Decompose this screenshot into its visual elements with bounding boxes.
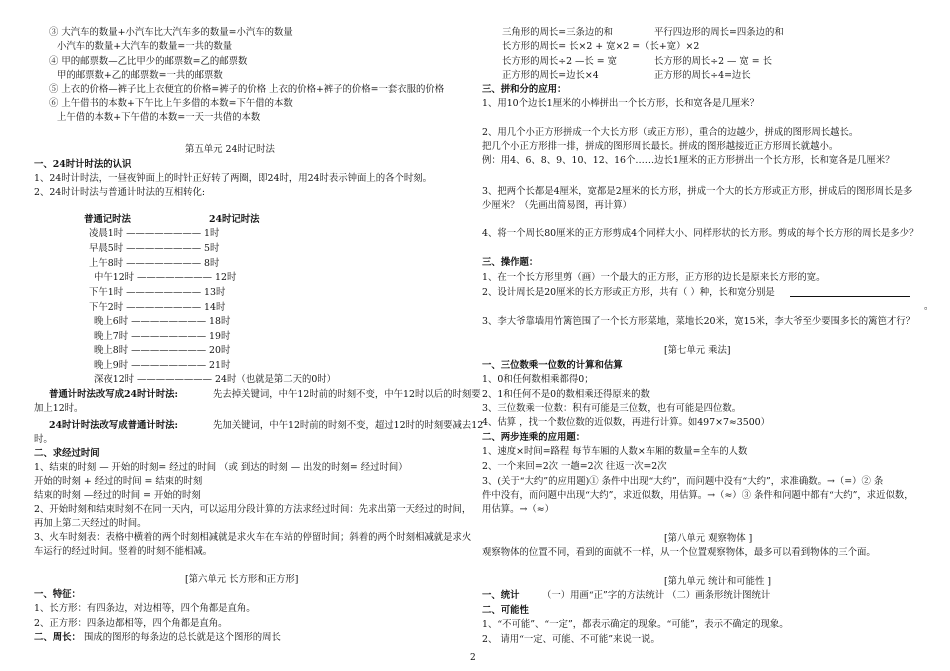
- unit-title: [第七单元 乘法]: [664, 345, 731, 356]
- text-line: 再加上第二天经过的时间。: [34, 518, 147, 529]
- answer-blank: [790, 296, 910, 297]
- conversion-row: 上午8时 ———————— 8时: [89, 258, 220, 269]
- text-line: 例：用4、6、8、9、10、12、16个……边长1厘米的正方形拼出一个长方形，长和宽各是几厘米？: [482, 155, 895, 166]
- section-heading: 一、特征：: [34, 589, 81, 600]
- section-heading: 一、24时计时法的认识: [34, 159, 132, 170]
- section-heading: 一、统计: [482, 590, 520, 601]
- unit-title: 第五单元 24时记时法: [185, 144, 275, 155]
- page-number: 2: [470, 653, 476, 663]
- text-line: 1、24时计时法，一昼夜钟面上的时针正好转了两圈，即24时，用24时表示钟面上的各个时刻。: [34, 173, 433, 184]
- text-line: 甲的邮票数+乙的邮票数=一共的邮票数: [57, 70, 223, 81]
- text-line: 1、“不可能”、“一定”，都表示确定的现象。“可能”，表示不确定的现象。: [482, 619, 789, 630]
- text-line: 。: [924, 301, 934, 312]
- text-line: 小汽车的数量+大汽车的数量=一共的数量: [57, 41, 233, 52]
- text-line: ⑤ 上衣的价格—裤子比上衣便宜的价格=裤子的价格 上衣的价格+裤子的价格=一套衣服的价格: [49, 84, 445, 95]
- text-line: 3、三位数乘一位数：积有可能是三位数，也有可能是四位数。: [482, 403, 742, 414]
- rule-label: 普通计时法改写成24时计时法:: [49, 389, 179, 400]
- text-line: 把几个小正方形排一排，拼成的图形周长最长。拼成的图形越接近正方形周长就越小。: [482, 141, 839, 152]
- text-line: 3、李大爷靠墙用竹篱笆围了一个长方形菜地，菜地长20米，宽15米，李大爷至少要围多长的篱笆才行？: [482, 316, 915, 327]
- text-line: 观察物体的位置不同，看到的面就不一样，从一个位置观察物体，最多可以看到物体的三个面。: [482, 547, 876, 558]
- text-line: 正方形的周长=边长×4: [502, 70, 599, 81]
- conversion-row: 中午12时 ———————— 12时: [94, 272, 237, 283]
- text-line: 先加关键词，中午12时前的时刻不变，超过12时的时刻要减去12: [213, 420, 484, 431]
- unit-title: [第六单元 长方形和正方形]: [185, 574, 299, 585]
- text-line: 1、速度×时间=路程 每节车厢的人数×车厢的数量=全车的人数: [482, 446, 748, 457]
- text-line: 2、用几个小正方形拼成一个大长方形（或正方形），重合的边越少，拼成的图形周长越长。: [482, 127, 859, 138]
- text-line: 时。: [34, 434, 53, 445]
- text-line: 上午借的本数+下午借的本数=一天一共借的本数: [57, 112, 261, 123]
- text-line: 围成的图形的每条边的总长就是这个图形的周长: [84, 632, 281, 643]
- table-header: 24时记时法: [209, 214, 260, 225]
- section-heading: 三、操作题：: [482, 257, 539, 268]
- text-line: 开始的时刻 + 经过的时间 = 结束的时刻: [34, 476, 203, 487]
- text-line: 长方形的周长÷2 —长 = 宽: [502, 56, 617, 67]
- text-line: ④ 甲的邮票数—乙比甲少的邮票数=乙的邮票数: [49, 56, 248, 67]
- text-line: 3、把两个长都是4厘米，宽都是2厘米的长方形，拼成一个大的长方形或正方形，拼成后的图形周长是多: [482, 186, 913, 197]
- section-heading: 一、三位数乘一位数的计算和估算: [482, 360, 623, 371]
- text-line: 件中没有，而问题中出现“大约”，求近似数，用估算。→（≈）③ 条件和问题中都有“大约”，求近似数，: [482, 490, 914, 501]
- text-line: 2、设计周长是20厘米的长方形或正方形，共有（ ）种，长和宽分别是: [482, 287, 775, 298]
- conversion-row: 深夜12时 ———————— 24时（也就是第二天的0时）: [94, 374, 337, 385]
- text-line: 2、一个来回=2次 一趟=2次 往返一次=2次: [482, 461, 667, 472]
- text-line: 3、(关于“大约”的应用题)① 条件中出现“大约”，而问题中没有“大约”，求准确数。→（=）② 条: [482, 476, 884, 487]
- text-line: 正方形的周长÷4=边长: [654, 70, 751, 81]
- text-line: 先去掉关键词，中午12时前的时刻不变，中午12时以后的时刻要: [213, 389, 481, 400]
- text-line: 1、在一个长方形里剪（画）一个最大的正方形，正方形的边长是原来长方形的宽。: [482, 272, 826, 283]
- section-heading: 三、拼和分的应用：: [482, 84, 567, 95]
- text-line: ⑥ 上午借书的本数+下午比上午多借的本数=下午借的本数: [49, 98, 293, 109]
- unit-title: [第八单元 观察物体 ]: [664, 533, 753, 544]
- text-line: 2、开始时刻和结束时刻不在同一天内，可以运用分段计算的方法求经过时间：先求出第一天经过的时间，: [34, 504, 472, 515]
- conversion-row: 晚上6时 ———————— 18时: [94, 316, 231, 327]
- table-header: 普通记时法: [84, 214, 131, 225]
- text-line: （一）用画“正”字的方法统计 （二）画条形统计图统计: [542, 590, 771, 601]
- text-line: 2、24时计时法与普通计时法的互相转化:: [34, 187, 206, 198]
- text-line: 1、结束的时刻 — 开始的时刻= 经过的时间 （或 到达的时刻 — 出发的时刻= 经过时间）: [34, 462, 408, 473]
- text-line: 加上12时。: [34, 403, 84, 414]
- text-line: ③ 大汽车的数量+小汽车比大汽车多的数量=小汽车的数量: [49, 27, 293, 38]
- section-heading: 二、可能性: [482, 605, 529, 616]
- conversion-row: 晚上7时 ———————— 19时: [94, 331, 231, 342]
- text-line: 3、火车时刻表：表格中横着的两个时刻相减就是求火车在车站的停留时间；斜着的两个时刻相减就是求火: [34, 532, 472, 543]
- section-heading: 二、两步连乘的应用题：: [482, 432, 586, 443]
- text-line: 三角形的周长=三条边的和: [502, 27, 613, 38]
- text-line: 车运行的经过时间。竖着的时刻不能相减。: [34, 546, 213, 557]
- text-line: 少厘米？（先画出简易图，再计算）: [482, 200, 633, 211]
- text-line: 结束的时刻 —经过的时间 = 开始的时刻: [34, 490, 201, 501]
- text-line: 长方形的周长÷2 — 宽 = 长: [654, 56, 772, 67]
- conversion-row: 晚上8时 ———————— 20时: [94, 345, 231, 356]
- section-heading: 二、求经过时间: [34, 448, 100, 459]
- rule-label: 24时计时法改写成普通计时法:: [49, 420, 179, 431]
- conversion-row: 下午1时 ———————— 13时: [89, 287, 226, 298]
- conversion-row: 晚上9时 ———————— 21时: [94, 360, 231, 371]
- text-line: 用估算。→（≈）: [482, 504, 554, 515]
- conversion-row: 凌晨1时 ———————— 1时: [89, 228, 220, 239]
- text-line: 2、1和任何不是0的数相乘还得原来的数: [482, 389, 650, 400]
- text-line: 1、用10个边长1厘米的小棒拼出一个长方形，长和宽各是几厘米？: [482, 98, 759, 109]
- text-line: 4、估算 ，找一个数位数的近似数，再进行计算。如497×7≈3500）: [482, 417, 770, 428]
- text-line: 1、长方形：有四条边，对边相等，四个角都是直角。: [34, 603, 256, 614]
- unit-title: [第九单元 统计和可能性 ]: [664, 576, 772, 587]
- text-line: 1、0和任何数相乘都得0；: [482, 374, 594, 385]
- section-heading: 二、周长：: [34, 632, 81, 643]
- text-line: 长方形的周长= 长×2 + 宽×2 =（长+宽）×2: [502, 41, 700, 52]
- text-line: 4、将一个周长80厘米的正方形剪成4个同样大小、同样形状的长方形。剪成的每个长方形的周长是多少？: [482, 228, 919, 239]
- conversion-row: 下午2时 ———————— 14时: [89, 302, 226, 313]
- text-line: 2、正方形：四条边都相等，四个角都是直角。: [34, 618, 228, 629]
- conversion-row: 早晨5时 ———————— 5时: [89, 243, 220, 254]
- text-line: 平行四边形的周长=四条边的和: [654, 27, 784, 38]
- text-line: 2、 请用“一定、可能、不可能”来说一说。: [482, 634, 660, 645]
